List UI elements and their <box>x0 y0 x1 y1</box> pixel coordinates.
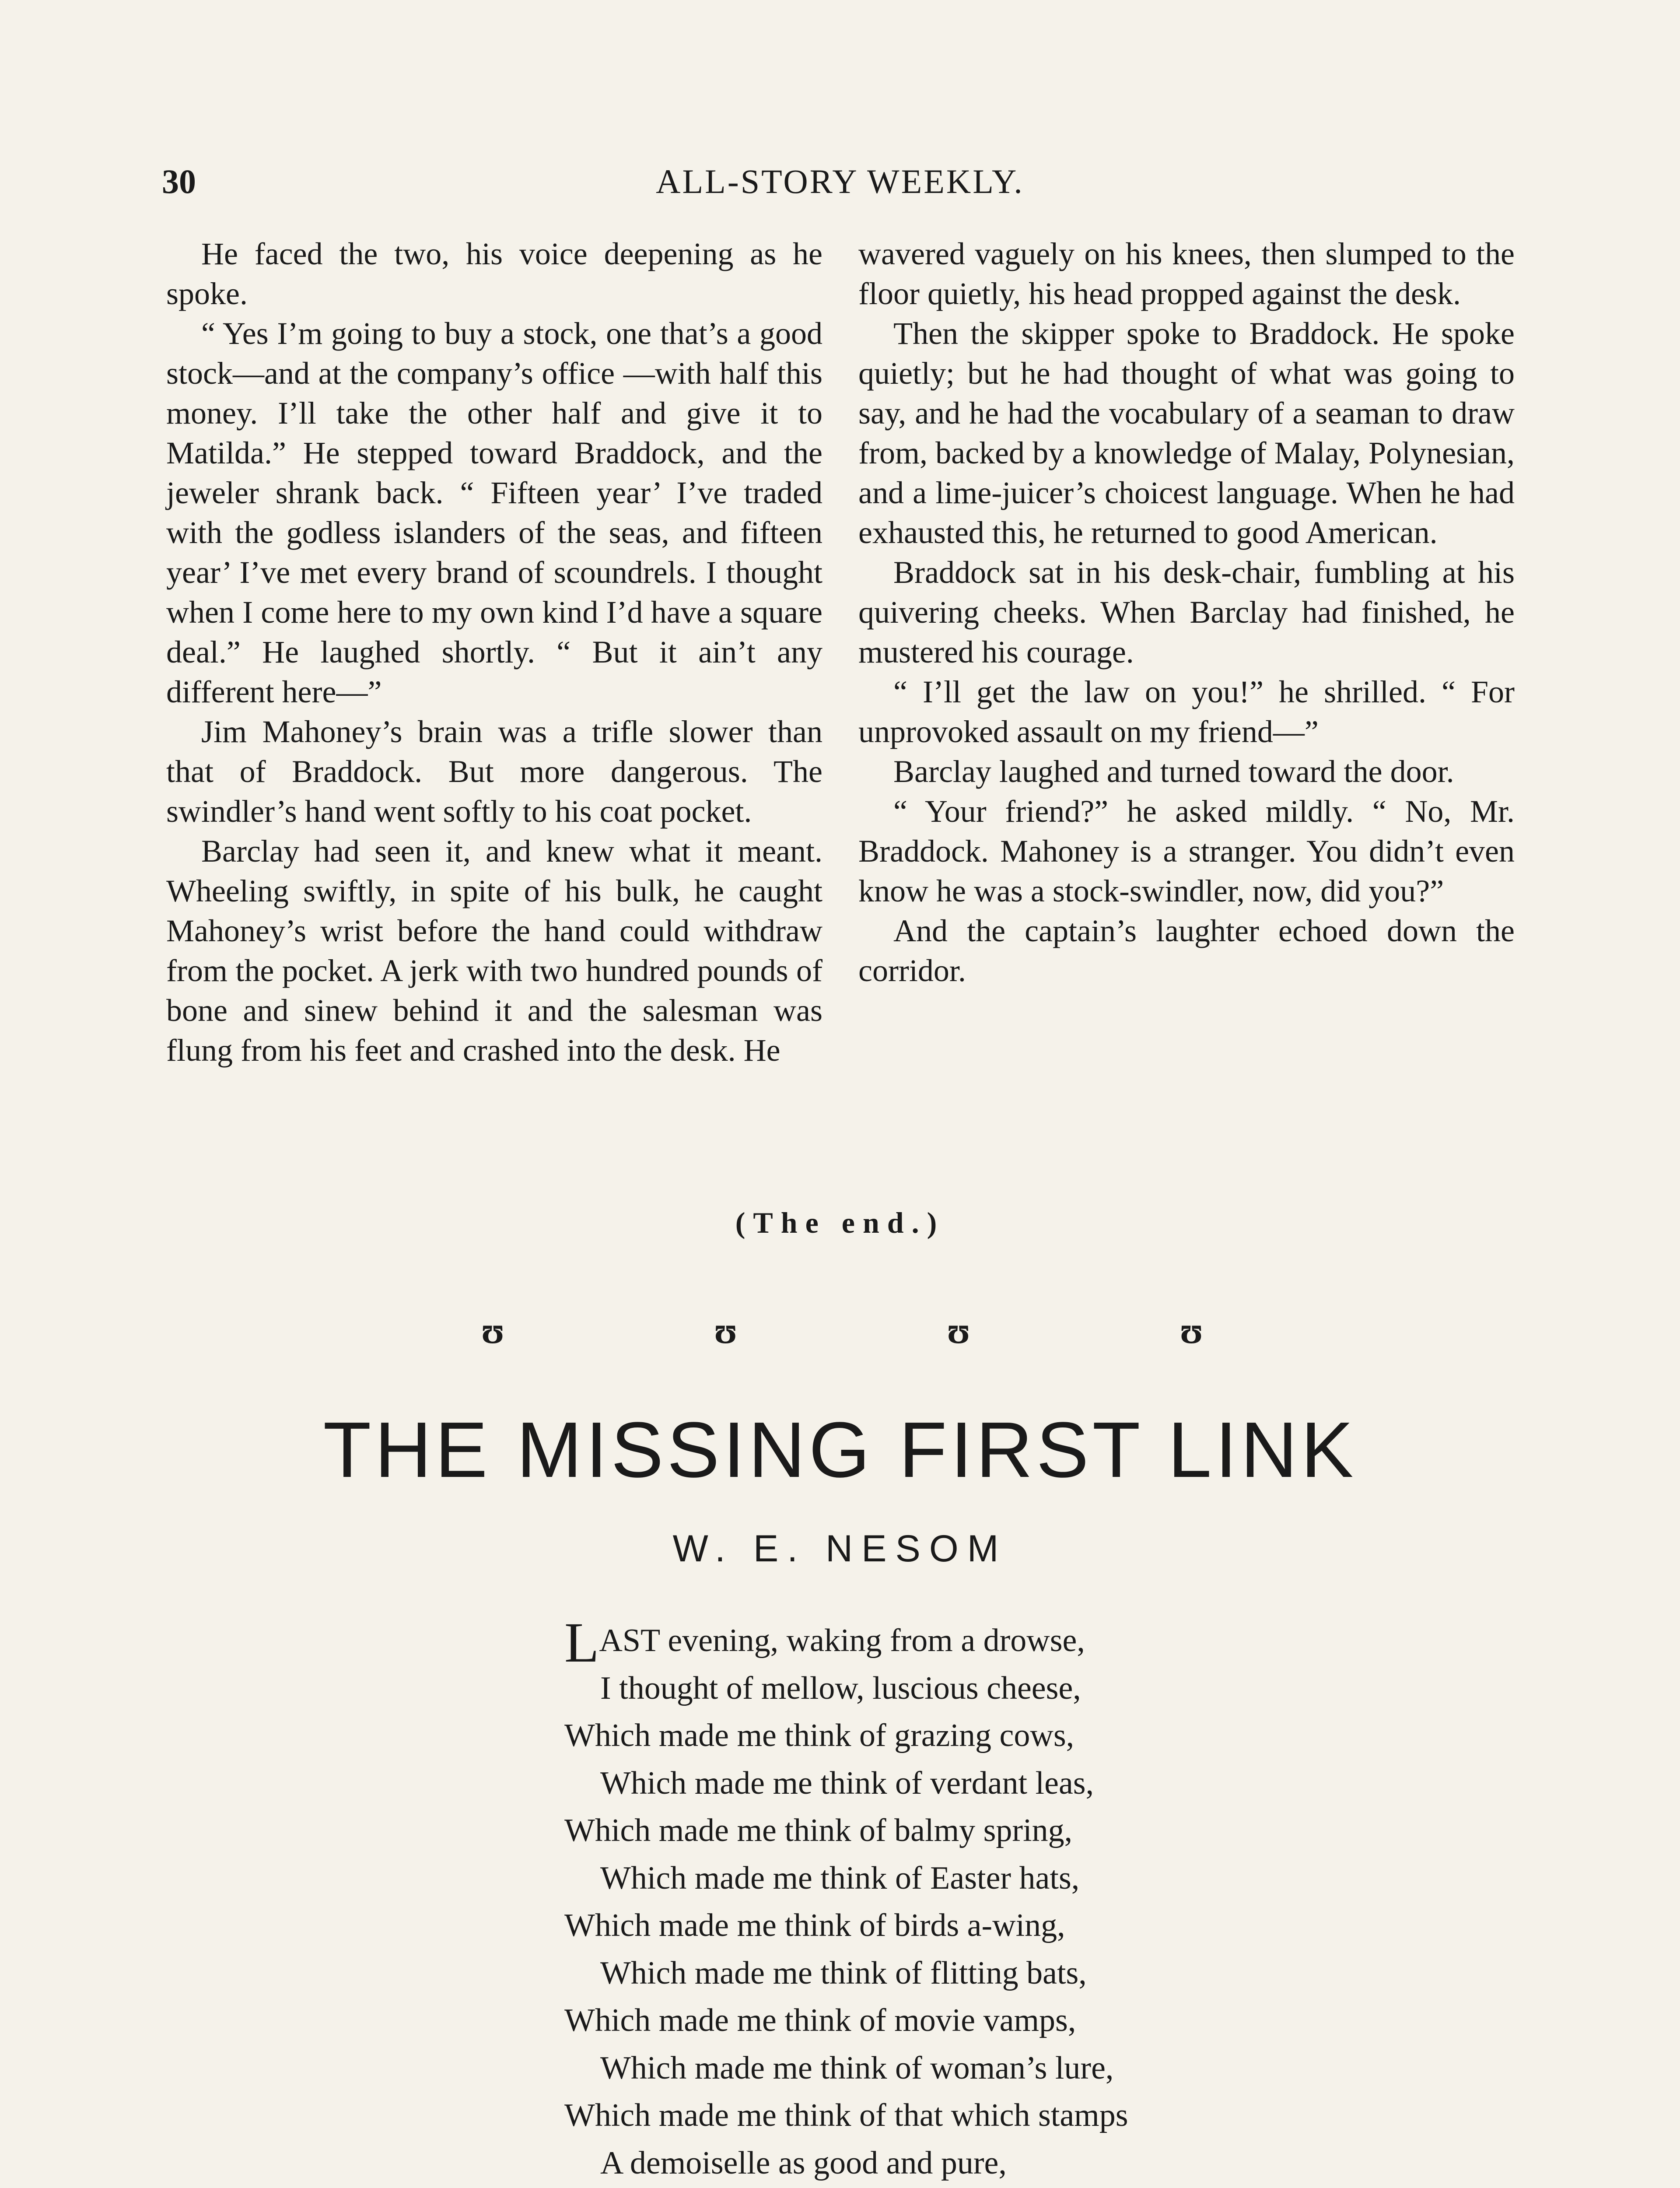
page-header <box>162 162 1518 210</box>
paragraph: “ I’ll get the law on you!” he shrilled. “ For unprovoked assault on my friend—” <box>858 674 1515 749</box>
poem-line: Which made me think of grazing cows, <box>564 1718 1074 1753</box>
paragraph: wavered vaguely on his knees, then slumped to the floor quietly, his head propped against the desk. <box>858 236 1515 311</box>
the-end-marker: (The end.) <box>735 1206 945 1239</box>
poem-line-text: AST evening, waking from a drowse, <box>599 1623 1085 1659</box>
poem-line <box>564 1611 1308 1674</box>
paragraph: Braddock sat in his desk-chair, fumbling at his quivering cheeks. When Barclay had finished, he mustered his courage. <box>858 555 1515 670</box>
poem-line: A demoiselle as good and pure, <box>600 2145 1007 2181</box>
poem-line: Which made me think of verdant leas, <box>600 1765 1094 1801</box>
poem-line: Which made me think of movie vamps, <box>564 2002 1076 2038</box>
paragraph: Then the skipper spoke to Braddock. He spoke quietly; but he had thought of what was going to say, and he had the vocabulary of a seaman to draw from, backed by a knowledge of Malay, Polynesian, and a lime-juicer’s choicest language. When he had exhausted this, he returned to good American. <box>858 316 1515 550</box>
paragraph: Barclay laughed and turned toward the door. <box>893 754 1454 789</box>
ornament-icon: ʊ <box>481 1309 505 1351</box>
paragraph: “ Yes I’m going to buy a stock, one that’s a good stock—and at the company’s office —with half this money. I’ll take the other half and give it to Matilda.” He stepped toward Braddock, and the jeweler shrank back. “ Fifteen year’ I’ve traded with the godless islanders of the seas, and fifteen year’ I’ve met every brand of scoundrels. I thought when I come here to my own kind I’d have a square deal.” He laughed shortly. “ But it ain’t any different here—” <box>166 316 822 709</box>
poem-author: W. E. NESOM <box>672 1528 1008 1570</box>
magazine-title: ALL-STORY WEEKLY. <box>656 162 1024 200</box>
ornament-icon: ʊ <box>947 1309 970 1351</box>
poem-line: Which made me think of Easter hats, <box>600 1860 1080 1896</box>
poem-line: I thought of mellow, luscious cheese, <box>600 1670 1081 1706</box>
paragraph: “ Your friend?” he asked mildly. “ No, Mr. Braddock. Mahoney is a stranger. You didn’t even know he was a stock-swindler, now, did you?” <box>858 794 1515 908</box>
paragraph: Jim Mahoney’s brain was a trifle slower than that of Braddock. But more dangerous. The swindler’s hand went softly to his coat pocket. <box>166 714 822 829</box>
poem-line: Which made me think of woman’s lure, <box>600 2050 1114 2086</box>
story-column-right <box>858 234 1515 991</box>
ornament-icon: ʊ <box>1180 1309 1203 1351</box>
paragraph: He faced the two, his voice deepening as he spoke. <box>166 236 822 311</box>
poem-title: THE MISSING FIRST LINK <box>323 1406 1357 1494</box>
ornament-icon: ʊ <box>714 1309 738 1351</box>
poem-line: Which made me think of that which stamps <box>564 2097 1128 2133</box>
story-column-left <box>166 234 822 1070</box>
section-divider <box>481 1308 1203 1352</box>
poem-line: Which made me think of flitting bats, <box>600 1955 1087 1991</box>
poem-line: Which made me think of birds a-wing, <box>564 1907 1065 1943</box>
drop-cap: L <box>564 1611 599 1674</box>
page-number: 30 <box>162 162 196 200</box>
poem-line: Which made me think of balmy spring, <box>564 1813 1073 1848</box>
poem-body <box>564 1611 1308 2188</box>
paragraph: Barclay had seen it, and knew what it meant. Wheeling swiftly, in spite of his bulk, he caught Mahoney’s wrist before the hand could withdraw from the pocket. A jerk with two hundred pounds of bone and sinew behind it and the salesman was flung from his feet and crashed into the desk. He <box>166 834 822 1068</box>
paragraph: And the captain’s laughter echoed down the corridor. <box>858 913 1515 988</box>
